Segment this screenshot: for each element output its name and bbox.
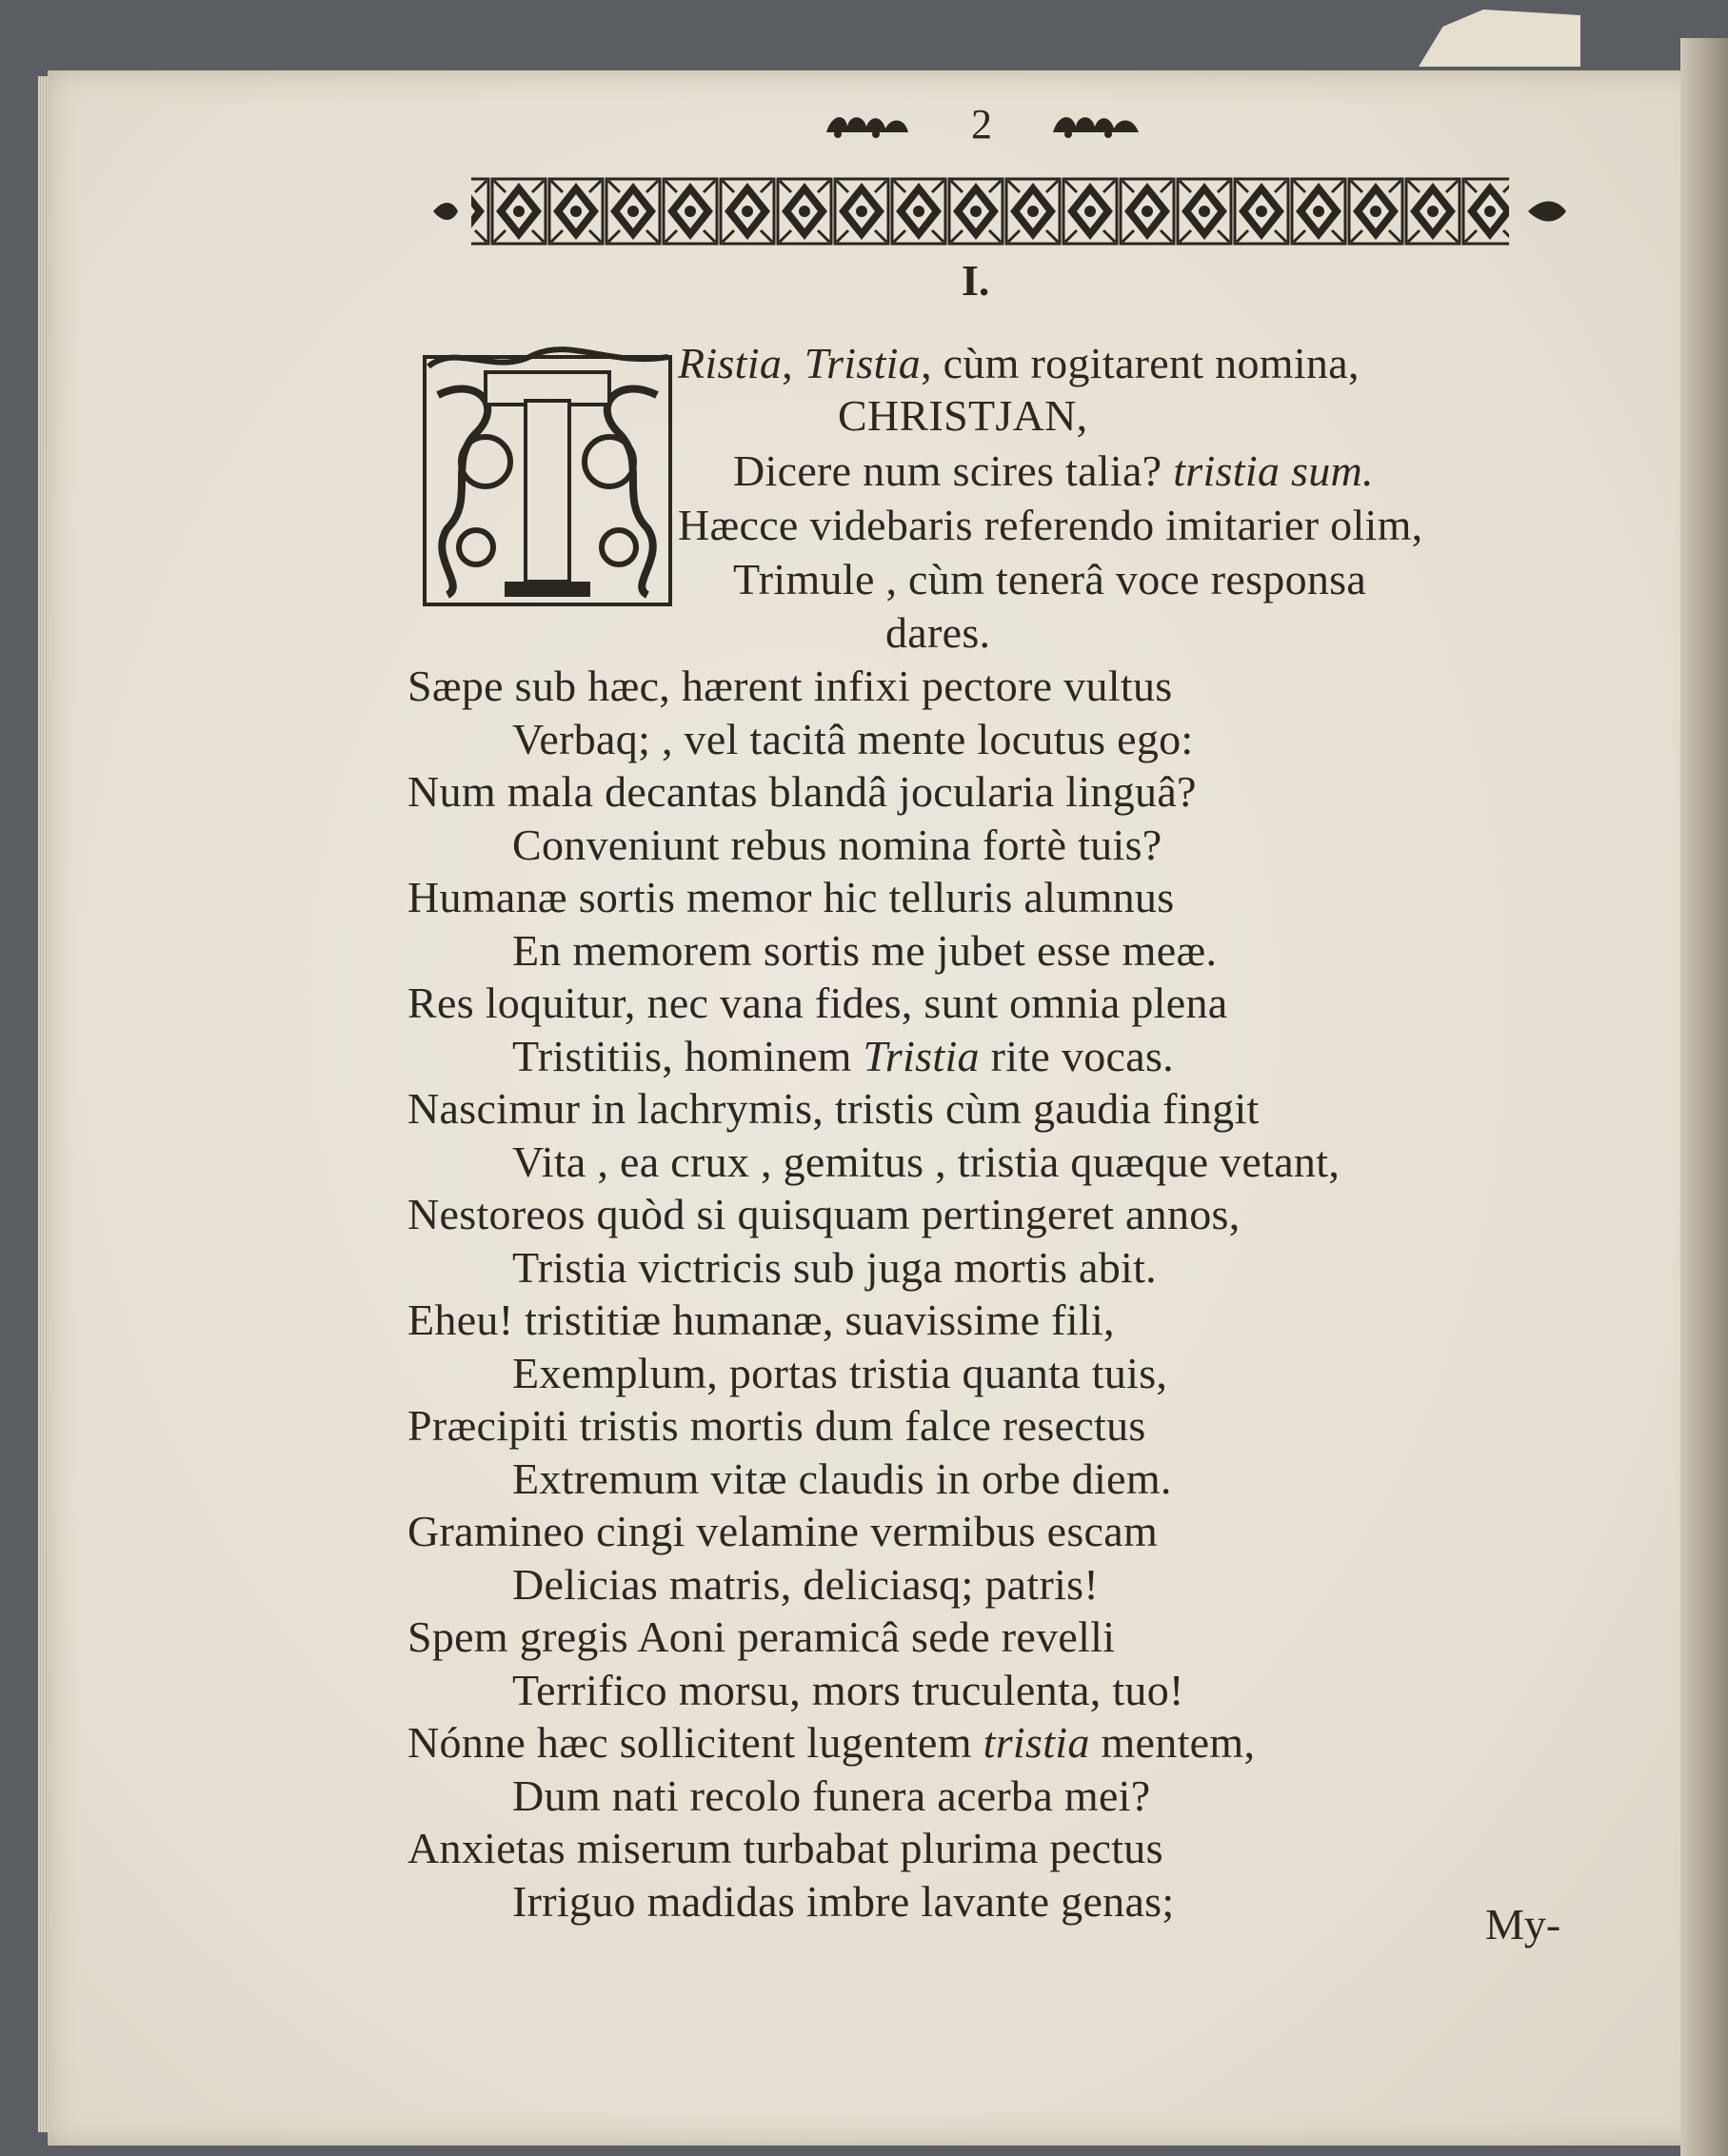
verse-text: CHRISTJAN, [838,391,1088,440]
verse-line [407,1717,1255,1768]
verse-text: Extremum vitæ claudis in orbe diem. [512,1454,1172,1503]
initial-letter: T [546,399,548,400]
verse-text: Terrifico morsu, mors truculenta, tuo! [512,1665,1184,1714]
verse-text: Verbaq; , vel tacitâ mente locutus ego: [512,714,1194,763]
verse-line [512,1876,1174,1927]
verse-line [885,607,990,658]
verse-text: Tristia [804,339,922,387]
ornamental-border-icon [433,171,1566,251]
verse-text: Eheu! tristitiæ humanæ, suavissime fili, [407,1296,1115,1344]
verse-text: tristia sum. [1173,446,1374,495]
verse-line [512,1348,1167,1398]
verse-line [407,1295,1115,1345]
verse-line [733,445,1374,496]
verse-text: Ristia [678,339,783,387]
verse-line [512,1031,1174,1081]
verse-line [512,1137,1340,1187]
verse-line [512,820,1162,870]
verse-line [512,1559,1099,1610]
verse-text: dares. [885,608,991,657]
verse-text: Nónne hæc sollicitent lugentem [407,1718,983,1767]
verse-text: En memorem sortis me jubet esse meæ. [512,925,1218,975]
verse-line [733,554,1366,604]
verse-line [512,714,1194,764]
verse-line [512,1770,1150,1821]
verse-line [407,872,1174,922]
verse-text: rite vocas. [979,1031,1174,1080]
verse-text: Dicere num scires talia? [733,446,1174,495]
verse-text: Vita , ea crux , gemitus , tristia quæque vetant, [512,1137,1341,1186]
verse-text: Tristia victricis sub juga mortis abit. [512,1242,1157,1292]
verse-text: Num mala decantas blandâ jocularia linguâ? [407,767,1197,816]
decorated-initial-icon [419,338,676,609]
verse-line [678,500,1423,550]
verse-line [678,338,1360,388]
verse-text: Dum nati recolo funera acerba mei? [512,1770,1151,1820]
ornament-left-icon [819,108,914,142]
verse-text: tristia [983,1718,1090,1767]
verse-line [407,1400,1146,1451]
verse-line [512,925,1217,976]
verse-text: Hæcce videbaris referendo imitarier olim, [678,501,1423,549]
verse-line [407,661,1172,711]
verse-text: Res loquitur, nec vana fides, sunt omnia plena [407,979,1228,1027]
verse-text: Nascimur in lachrymis, tristis cùm gaudia fingit [407,1084,1260,1133]
verse-text: Nestoreos quòd si quisquam pertingeret annos, [407,1190,1241,1238]
ornament-right-icon [1047,108,1142,142]
verse-text: Anxietas miserum turbabat plurima pectus [407,1824,1163,1872]
verse-line [407,1823,1163,1873]
verse-text: Gramineo cingi velamine vermibus escam [407,1507,1159,1555]
verse-text: Sæpe sub hæc, hærent infixi pectore vultus [407,662,1173,710]
verse-line [838,390,1087,441]
verse-line [407,1612,1115,1662]
section-number: I. [962,256,990,305]
verse-line [512,1242,1157,1293]
running-head [819,100,1162,157]
verse-line [512,1454,1172,1504]
book-gutter [1680,38,1728,2156]
page-number: 2 [971,101,992,148]
verse-text: Exemplum, portas tristia quanta tuis, [512,1348,1168,1397]
verse-line [407,1083,1260,1134]
verse-text: Spem gregis Aoni peramicâ sede revelli [407,1612,1116,1661]
verse-line [407,766,1197,817]
verse-text: Trimule , cùm tenerâ voce responsa [733,555,1367,603]
verse-text: Conveniunt rebus nomina fortè tuis? [512,820,1162,869]
verse-line [407,978,1227,1028]
verse-text: Tristia [863,1031,980,1080]
verse-text: Irriguo madidas imbre lavante genas; [512,1876,1175,1926]
verse-text: , cùm rogitarent nomina, [921,339,1360,387]
verse-line [407,1506,1158,1556]
catchword: My- [1485,1900,1561,1948]
verse-text: Humanæ sortis memor hic telluris alumnus [407,873,1175,921]
verse-text: mentem, [1089,1718,1256,1767]
verse-text: Tristitiis, hominem [512,1031,864,1080]
verse-text: Præcipiti tristis mortis dum falce resectus [407,1401,1146,1450]
verse-line [512,1665,1184,1715]
next-page-corner [1419,10,1580,67]
verse-text: , [782,339,804,387]
verse-line [407,1189,1241,1239]
verse-text: Delicias matris, deliciasq; patris! [512,1559,1099,1609]
